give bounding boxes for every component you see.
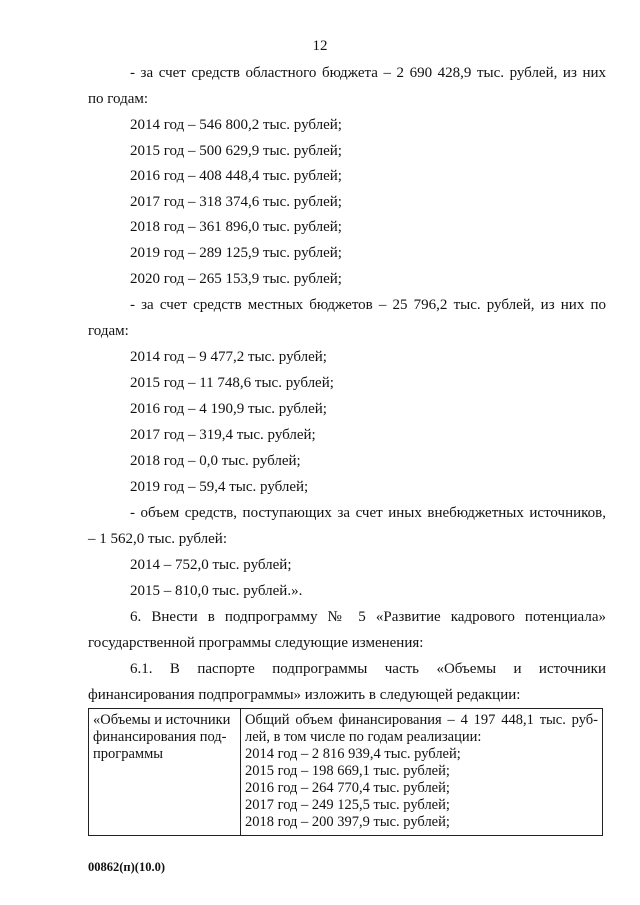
text-line: 2019 год – 289 125,9 тыс. рублей; <box>130 245 342 261</box>
page-number: 12 <box>312 38 328 54</box>
cell-text-line: программы <box>93 746 163 762</box>
text-line: по годам: <box>88 91 149 107</box>
cell-text-line: Общий объем финансирования – 4 197 448,1 тыс. руб- <box>245 712 598 728</box>
cell-text-line: лей, в том числе по годам реализации: <box>245 729 482 745</box>
cell-text-line: 2017 год – 249 125,5 тыс. рублей; <box>245 797 450 813</box>
cell-text-line: 2015 год – 198 669,1 тыс. рублей; <box>245 763 450 779</box>
financing-table <box>88 708 603 836</box>
table-cell-label <box>89 709 241 836</box>
document-code: 00862(п)(10.0) <box>88 860 165 874</box>
text-line: 6. Внести в подпрограмму № 5 «Развитие кадрового потенциала» <box>130 609 606 625</box>
text-line: годам: <box>88 323 129 339</box>
cell-text-line: «Объемы и источники <box>93 712 231 728</box>
text-line: 2018 год – 0,0 тыс. рублей; <box>130 453 301 469</box>
cell-text-line: финансирования под- <box>93 729 227 745</box>
text-line: 2014 год – 546 800,2 тыс. рублей; <box>130 117 342 133</box>
text-line: 2015 год – 500 629,9 тыс. рублей; <box>130 143 342 159</box>
text-line: 6.1. В паспорте подпрограммы часть «Объемы и источники <box>130 661 606 677</box>
text-line: - за счет средств местных бюджетов – 25 796,2 тыс. рублей, из них по <box>130 297 606 313</box>
cell-text-line: 2016 год – 264 770,4 тыс. рублей; <box>245 780 450 796</box>
text-line: 2017 год – 318 374,6 тыс. рублей; <box>130 194 342 210</box>
cell-text-line: 2018 год – 200 397,9 тыс. рублей; <box>245 814 450 830</box>
cell-text-line: 2014 год – 2 816 939,4 тыс. рублей; <box>245 746 461 762</box>
text-line: - за счет средств областного бюджета – 2 690 428,9 тыс. рублей, из них <box>130 65 606 81</box>
text-line: 2016 год – 4 190,9 тыс. рублей; <box>130 401 327 417</box>
text-line: 2014 год – 9 477,2 тыс. рублей; <box>130 349 327 365</box>
table-row <box>89 709 603 836</box>
table-cell-value <box>241 709 603 836</box>
text-line: финансирования подпрограммы» изложить в следующей редакции: <box>88 687 521 703</box>
text-line: 2017 год – 319,4 тыс. рублей; <box>130 427 316 443</box>
text-line: 2016 год – 408 448,4 тыс. рублей; <box>130 168 342 184</box>
text-line: - объем средств, поступающих за счет иных внебюджетных источников, <box>130 505 606 521</box>
text-line: 2015 год – 11 748,6 тыс. рублей; <box>130 375 334 391</box>
text-line: 2020 год – 265 153,9 тыс. рублей; <box>130 271 342 287</box>
text-line: 2015 – 810,0 тыс. рублей.». <box>130 583 303 599</box>
text-line: 2014 – 752,0 тыс. рублей; <box>130 557 292 573</box>
text-line: 2018 год – 361 896,0 тыс. рублей; <box>130 219 342 235</box>
text-line: 2019 год – 59,4 тыс. рублей; <box>130 479 309 495</box>
text-line: государственной программы следующие изменения: <box>88 635 424 651</box>
text-line: – 1 562,0 тыс. рублей: <box>88 531 227 547</box>
